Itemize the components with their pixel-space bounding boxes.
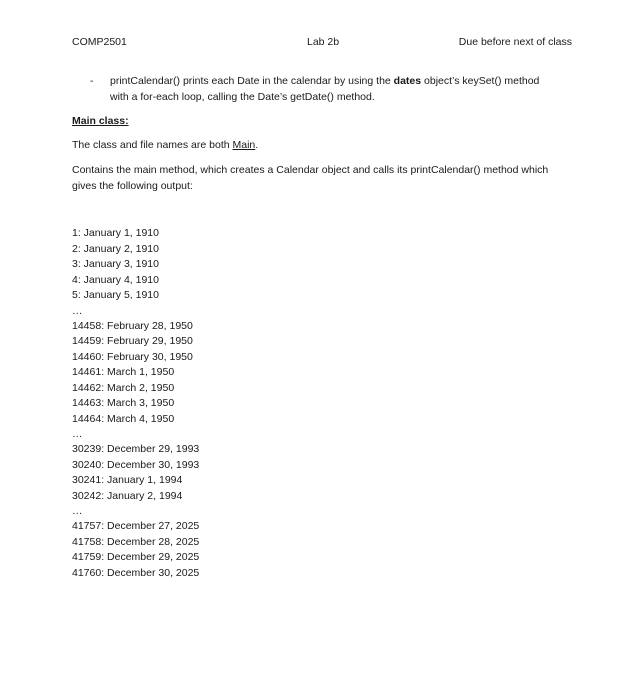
output-line: 14459: February 29, 1950 (72, 335, 193, 347)
output-line: 14460: February 30, 1950 (72, 350, 193, 363)
description-line-1: Contains the main method, which creates a Calendar object and calls its printCalendar() method which (72, 164, 549, 176)
output-line: 14461: March 1, 1950 (72, 366, 175, 378)
main-class-heading: Main class: (72, 115, 129, 127)
output-line: 30242: January 2, 1994 (72, 489, 183, 502)
description-line-2: gives the following output: (72, 180, 193, 192)
output-line: 1: January 1, 1910 (72, 227, 159, 239)
names-link: Main (232, 139, 256, 151)
bullet-item-printcalendar (90, 73, 560, 105)
output-line: 41759: December 29, 2025 (72, 551, 200, 563)
output-line: 14458: February 28, 1950 (72, 319, 193, 332)
output-line: 41757: December 27, 2025 (72, 520, 200, 532)
program-output (72, 226, 199, 581)
bullet-bold-word: dates (393, 75, 422, 87)
output-line: 3: January 3, 1910 (72, 258, 159, 270)
output-line: 30239: December 29, 1993 (72, 443, 200, 455)
page-header (72, 36, 572, 50)
description-paragraph (72, 162, 572, 194)
bullet-marker: - (90, 75, 94, 87)
output-ellipsis: … (72, 428, 83, 440)
bullet-text-end: object’s keySet() method (421, 75, 540, 87)
names-end: . (255, 139, 259, 151)
output-line: 14462: March 2, 1950 (72, 381, 175, 394)
names-text: The class and file names are both (72, 139, 233, 151)
bullet-text (110, 73, 560, 105)
output-ellipsis: … (72, 304, 83, 317)
output-line: 41760: December 30, 2025 (72, 566, 200, 579)
lab-title: Lab 2b (307, 36, 340, 48)
output-line: 4: January 4, 1910 (72, 273, 159, 286)
output-ellipsis: … (72, 505, 83, 517)
output-line: 5: January 5, 1910 (72, 289, 159, 301)
names-paragraph (72, 139, 258, 151)
bullet-text-line2: with a for-each loop, calling the Date’s getDate() method. (110, 91, 375, 103)
output-line: 30241: January 1, 1994 (72, 474, 183, 486)
due-note: Due before next of class (458, 36, 572, 48)
output-line: 41758: December 28, 2025 (72, 535, 200, 548)
output-line: 2: January 2, 1910 (72, 242, 159, 255)
output-line: 14464: March 4, 1950 (72, 412, 175, 425)
bullet-text-start: printCalendar() prints each Date in the calendar by using the (110, 75, 394, 87)
course-code: COMP2501 (72, 36, 127, 48)
output-line: 30240: December 30, 1993 (72, 458, 200, 471)
output-line: 14463: March 3, 1950 (72, 397, 175, 409)
